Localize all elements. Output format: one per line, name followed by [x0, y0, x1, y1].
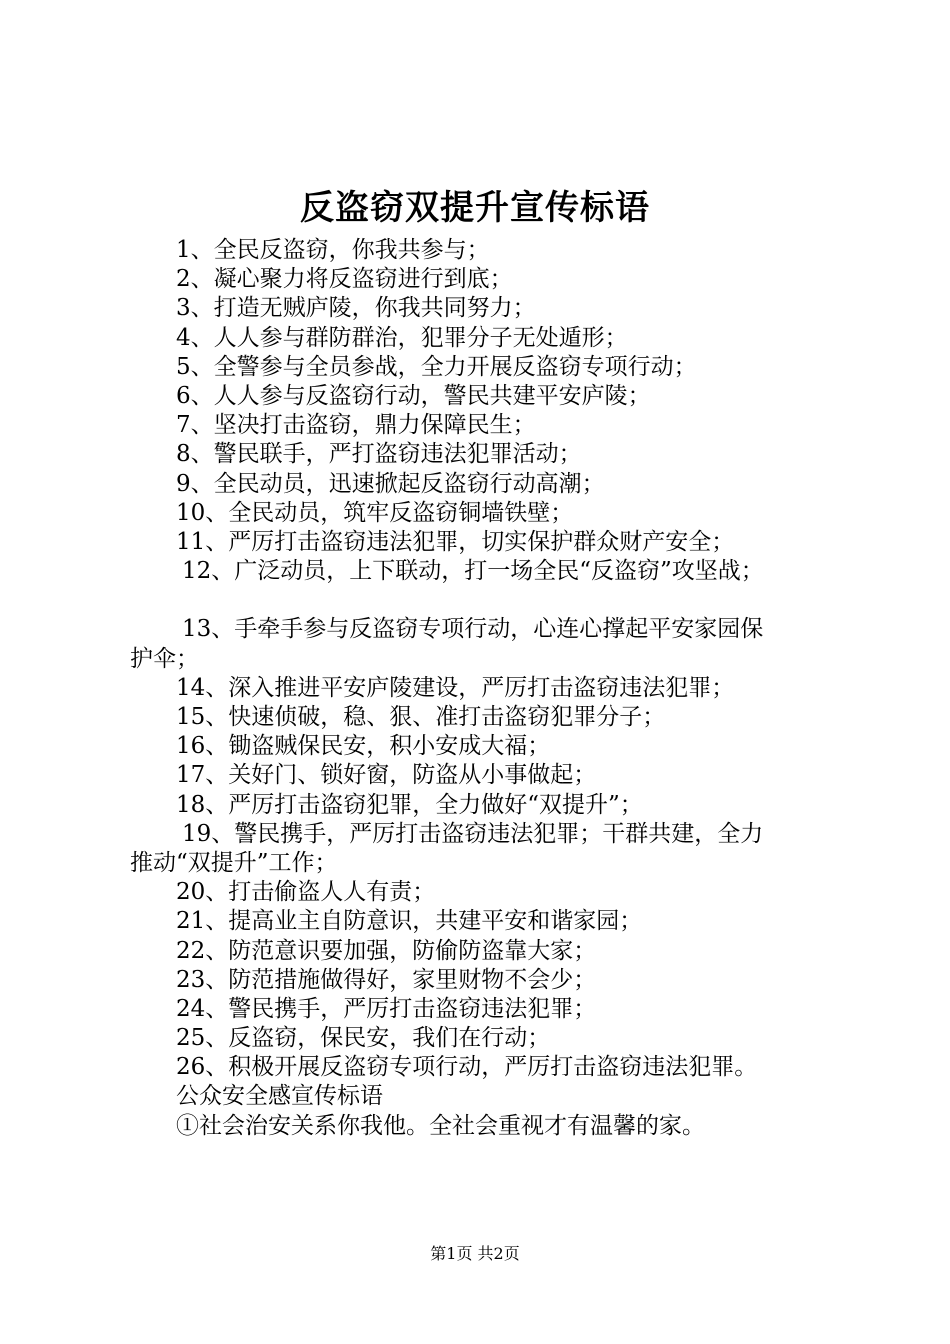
list-item: 6、人人参与反盗窃行动，警民共建平安庐陵； — [176, 382, 651, 409]
list-item: 25、反盗窃，保民安，我们在行动； — [176, 1025, 551, 1052]
list-item-continuation: 推动“双提升”工作； — [130, 849, 338, 876]
list-item: 9、全民动员，迅速掀起反盗窃行动高潮； — [176, 470, 605, 497]
list-item: 15、快速侦破，稳、狠、准打击盗窃犯罪分子； — [176, 704, 666, 730]
list-item: 1、全民反盗窃，你我共参与； — [176, 237, 490, 263]
list-item: 8、警民联手，严打盗窃违法犯罪活动； — [176, 441, 582, 468]
list-item: 20、打击偷盗人人有责； — [176, 879, 436, 906]
list-item: 17、关好门、锁好窗，防盗从小事做起； — [176, 762, 597, 789]
list-item: 11、严厉打击盗窃违法犯罪，切实保护群众财产安全； — [176, 528, 735, 555]
list-item: 3、打造无贼庐陵，你我共同努力； — [176, 295, 536, 322]
list-item: 13、手牵手参与反盗窃专项行动，心连心撑起平安家园保 — [182, 616, 764, 643]
list-item: 24、警民携手，严厉打击盗窃违法犯罪； — [176, 995, 597, 1022]
list-item: ①社会治安关系你我他。全社会重视才有温馨的家。 — [176, 1112, 705, 1139]
list-item: 21、提高业主自防意识，共建平安和谐家园； — [176, 908, 643, 935]
list-item-continuation: 护伞； — [130, 645, 199, 672]
list-item: 7、坚决打击盗窃，鼎力保障民生； — [176, 412, 536, 439]
list-item: 2、凝心聚力将反盗窃进行到底； — [176, 266, 513, 293]
slogan-list — [130, 236, 850, 1141]
list-item: 18、严厉打击盗窃犯罪，全力做好“双提升”； — [176, 791, 643, 818]
list-item: 14、深入推进平安庐陵建设，严厉打击盗窃违法犯罪； — [176, 674, 735, 701]
list-item: 5、全警参与全员参战，全力开展反盗窃专项行动； — [176, 353, 697, 380]
section-heading: 公众安全感宣传标语 — [176, 1083, 383, 1110]
list-item: 12、广泛动员，上下联动，打一场全民“反盗窃”攻坚战； — [182, 558, 764, 585]
list-item: 26、积极开展反盗窃专项行动，严厉打击盗窃违法犯罪。 — [176, 1054, 758, 1081]
list-item: 16、锄盗贼保民安，积小安成大福； — [176, 733, 551, 760]
list-item: 4、人人参与群防群治，犯罪分子无处遁形； — [176, 324, 628, 351]
list-item: 19、警民携手，严厉打击盗窃违法犯罪；干群共建，全力 — [182, 820, 764, 847]
blank-line — [130, 586, 850, 615]
list-item: 10、全民动员，筑牢反盗窃铜墙铁壁； — [176, 499, 574, 526]
document-title: 反盗窃双提升宣传标语 — [300, 188, 650, 228]
page-footer: 第1页 共2页 — [430, 1244, 520, 1263]
list-item: 22、防范意识要加强，防偷防盗靠大家； — [176, 937, 597, 964]
list-item: 23、防范措施做得好，家里财物不会少； — [176, 966, 597, 993]
